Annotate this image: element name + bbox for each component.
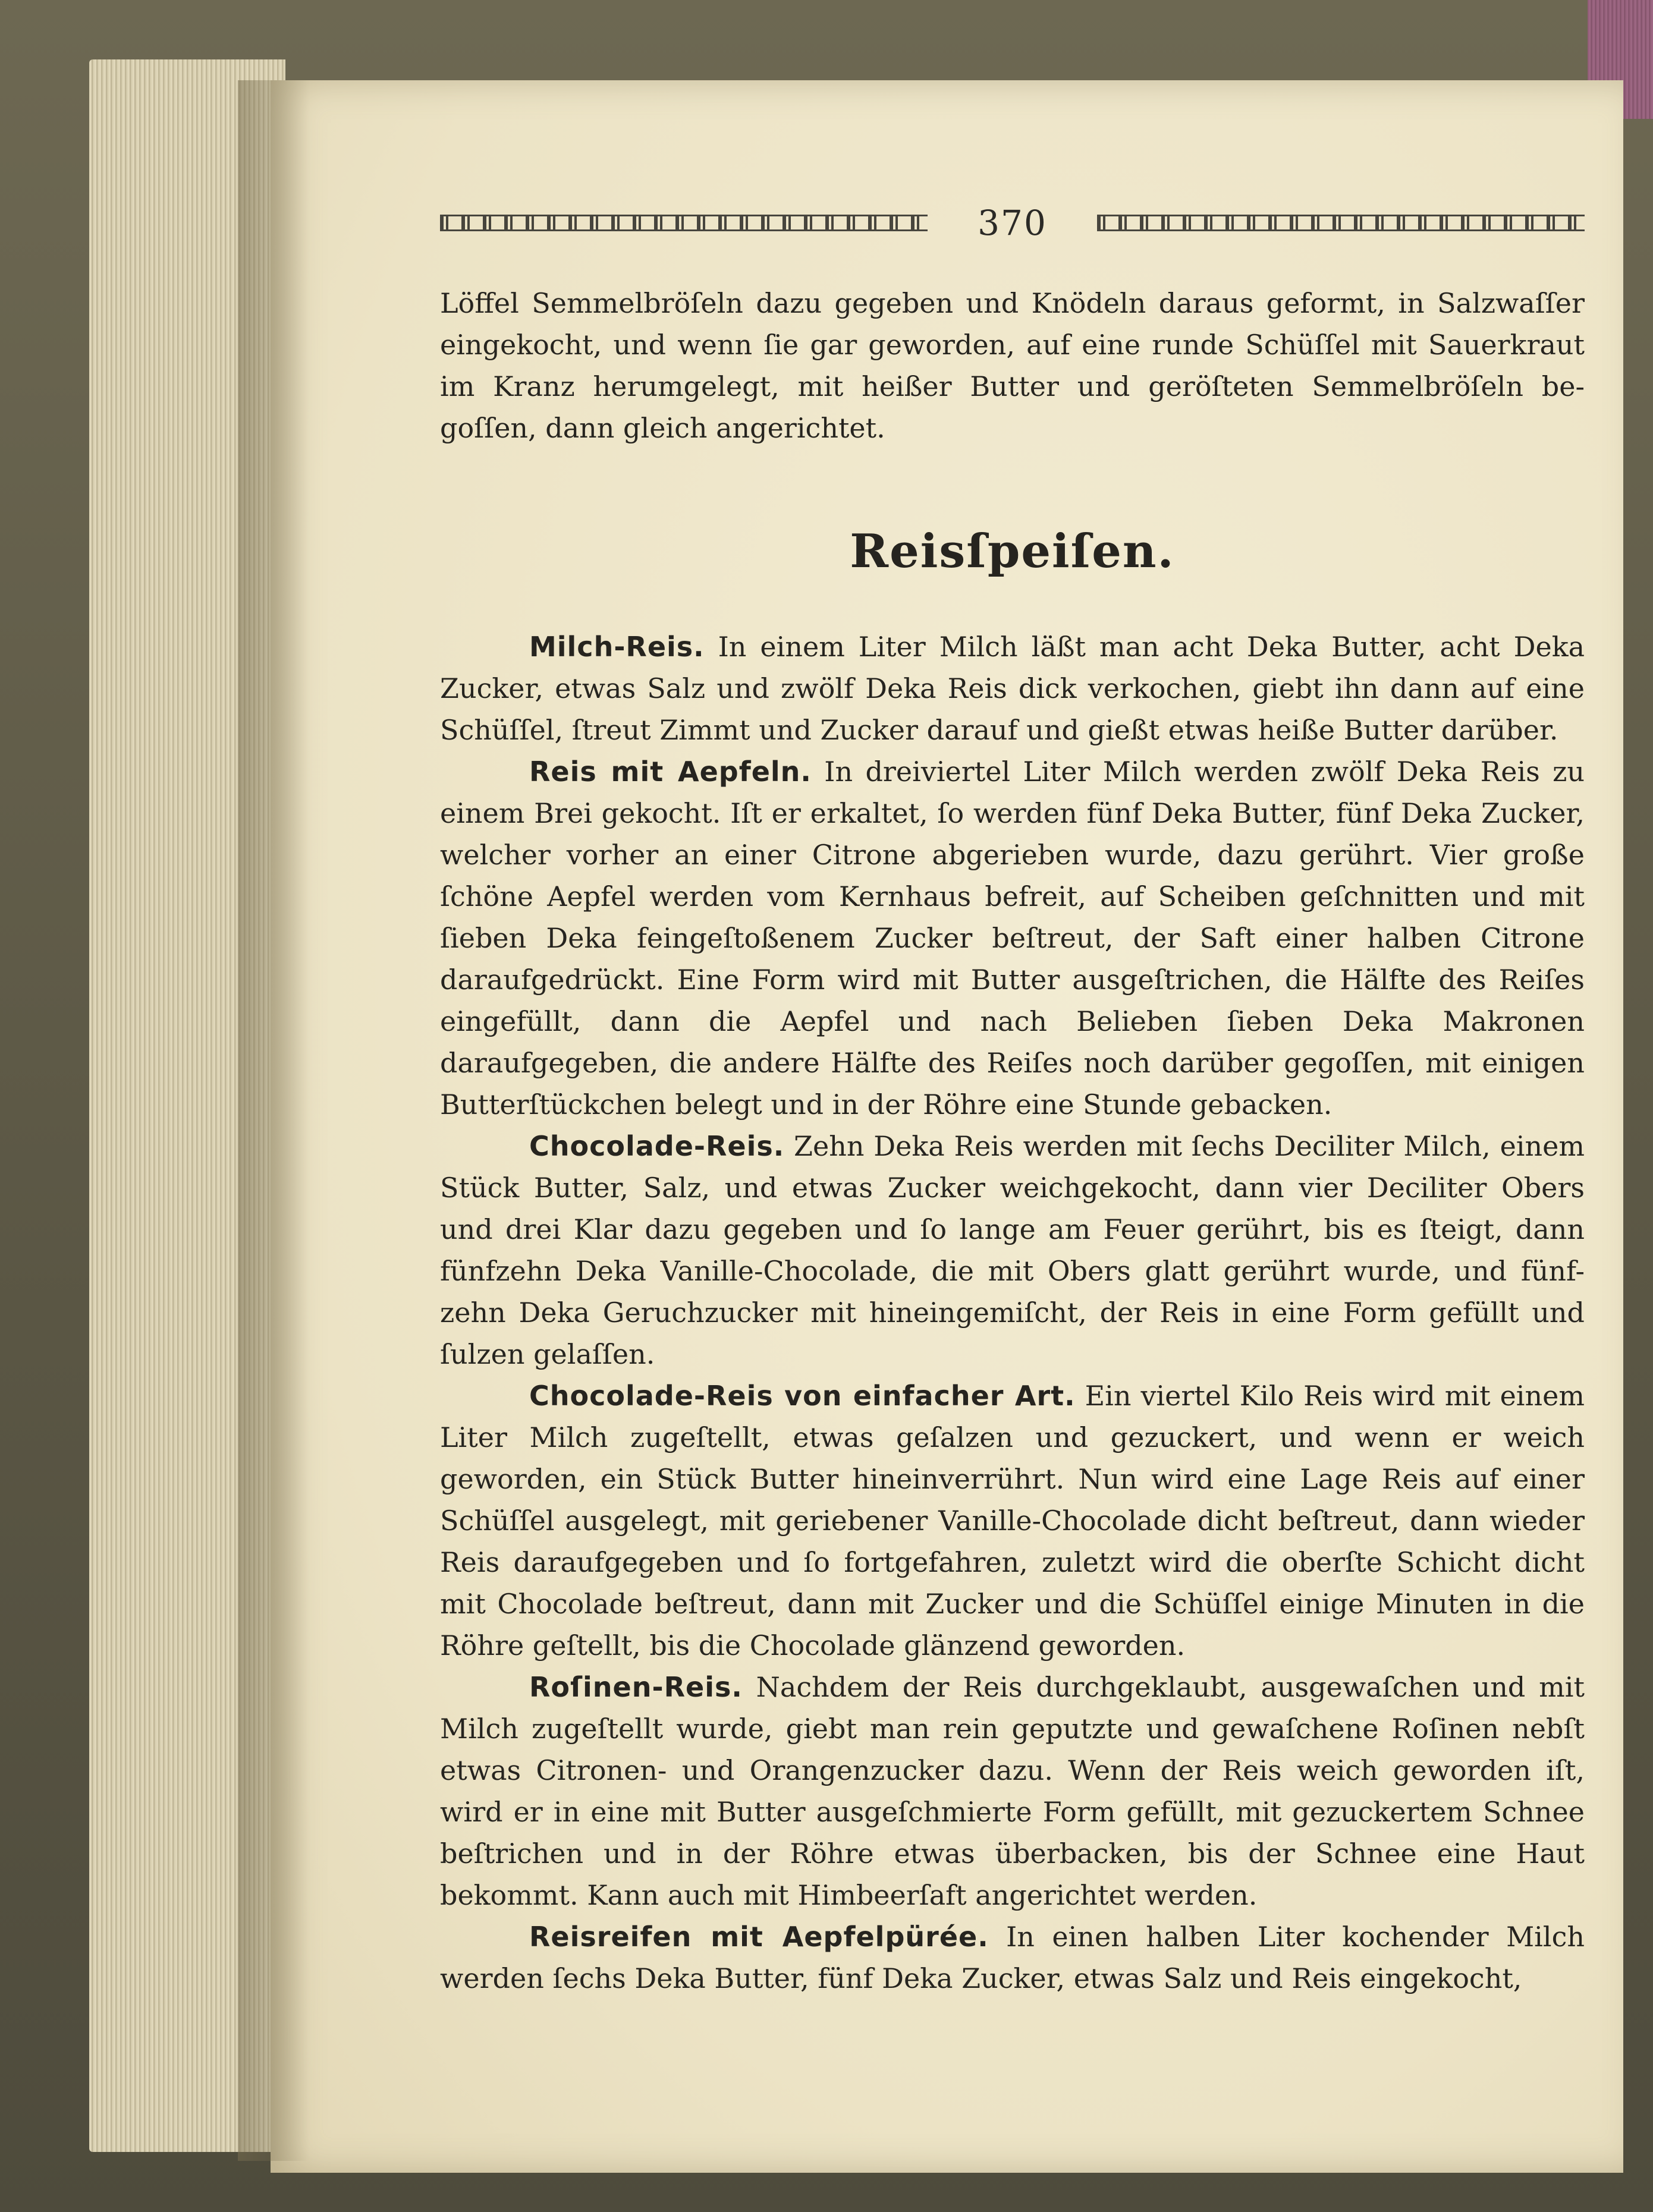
intro-paragraph: Löffel Semmelbröſeln dazu gegeben und Knödeln daraus geformt, in Salzwaſſer eingekocht, und wenn ſie gar geworden, auf eine runde Schüſſel mit Sauerkraut im Kranz herumgelegt, mit heißer Butter und geröſteten Semmelbröſeln be-goſſen, dann gleich angerichtet.	[440, 287, 1585, 444]
recipe-paragraph	[440, 751, 1585, 1125]
recipe-text: In einem Liter Milch läßt man acht Deka Butter, acht Deka Zucker, etwas Salz und zwölf Deka Reis dick verkochen, giebt ihn dann auf eine Schüſſel, ſtreut Zimmt und Zucker darauf und gießt etwas heiße Butter darüber.	[440, 631, 1585, 746]
page-number: 370	[978, 203, 1047, 243]
recipe-paragraph	[440, 1375, 1585, 1666]
recipe-paragraph	[440, 1125, 1585, 1375]
recipe-text: Nachdem der Reis durchgeklaubt, ausgewaſchen und mit Milch zugeſtellt wurde, giebt man rein geputzte und gewaſchene Roſinen nebſt etwas Citronen- und Orangenzucker dazu. Wenn der Reis weich geworden iſt, wird er in eine mit Butter ausgeſchmierte Form gefüllt, mit gezuckertem Schnee beſtrichen und in der Röhre etwas überbacken, bis der Schnee eine Haut bekommt. Kann auch mit Himbeerſaft angerichtet werden.	[440, 1671, 1585, 1911]
recipe-paragraph	[440, 1916, 1585, 1999]
recipe-title: Roſinen-Reis.	[529, 1671, 743, 1703]
recipe-title: Chocolade-Reis von einfacher Art.	[529, 1380, 1076, 1412]
recipe-text: Zehn Deka Reis werden mit ſechs Deciliter Milch, einem Stück Butter, Salz, und etwas Zucker weichgekocht, dann vier Deciliter Obers und drei Klar dazu gegeben und ſo lange am Feuer gerührt, bis es ſteigt, dann fünfzehn Deka Vanille-Chocolade, die mit Obers glatt gerührt wurde, und fünf-zehn Deka Geruchzucker mit hineingemiſcht, der Reis in eine Form gefüllt und ſulzen gelaſſen.	[440, 1130, 1585, 1370]
recipe-paragraph	[440, 1666, 1585, 1916]
recipe-title: Chocolade-Reis.	[529, 1130, 785, 1162]
section-title: Reisſpeiſen.	[850, 524, 1175, 578]
gutter-shadow	[238, 80, 309, 2161]
header-ornament-left	[440, 215, 928, 231]
header-ornament-right	[1097, 215, 1585, 231]
recipe-text: In dreiviertel Liter Milch werden zwölf Deka Reis zu einem Brei gekocht. Iſt er erkaltet, ſo werden fünf Deka Butter, fünf Deka Zucker, welcher vorher an einer Citrone abgerieben wurde, dazu gerührt. Vier große ſchöne Aepfel werden vom Kernhaus befreit, auf Scheiben geſchnitten und mit ſieben Deka feingeſtoßenem Zucker beſtreut, der Saft einer halben Citrone daraufgedrückt. Eine Form wird mit Butter ausgeſtrichen, die Hälfte des Reiſes eingefüllt, dann die Aepfel und nach Belieben ſieben Deka Makronen daraufgegeben, die andere Hälfte des Reiſes noch darüber gegoſſen, mit einigen Butterſtückchen belegt und in der Röhre eine Stunde gebacken.	[440, 756, 1585, 1121]
recipe-title: Milch-Reis.	[529, 631, 705, 663]
page-header	[440, 199, 1585, 247]
recipe-title: Reis mit Aepfeln.	[529, 756, 812, 788]
book-page	[271, 80, 1623, 2173]
recipe-text: In einen halben Liter kochender Milch werden ſechs Deka Butter, fünf Deka Zucker, etwas Salz und Reis eingekocht,	[440, 1921, 1585, 1994]
recipe-paragraph	[440, 626, 1585, 751]
recipe-title: Reisreifen mit Aepfelpürée.	[529, 1921, 989, 1953]
page-body	[440, 282, 1585, 1999]
recipe-text: Ein viertel Kilo Reis wird mit einem Liter Milch zugeſtellt, etwas geſalzen und gezuckert, und wenn er weich geworden, ein Stück Butter hineinverrührt. Nun wird eine Lage Reis auf einer Schüſſel ausgelegt, mit geriebener Vanille-Chocolade dicht beſtreut, dann wieder Reis daraufgegeben und ſo fortgefahren, zuletzt wird die oberſte Schicht dicht mit Chocolade beſtreut, dann mit Zucker und die Schüſſel einige Minuten in die Röhre geſtellt, bis die Chocolade glänzend geworden.	[440, 1380, 1585, 1662]
